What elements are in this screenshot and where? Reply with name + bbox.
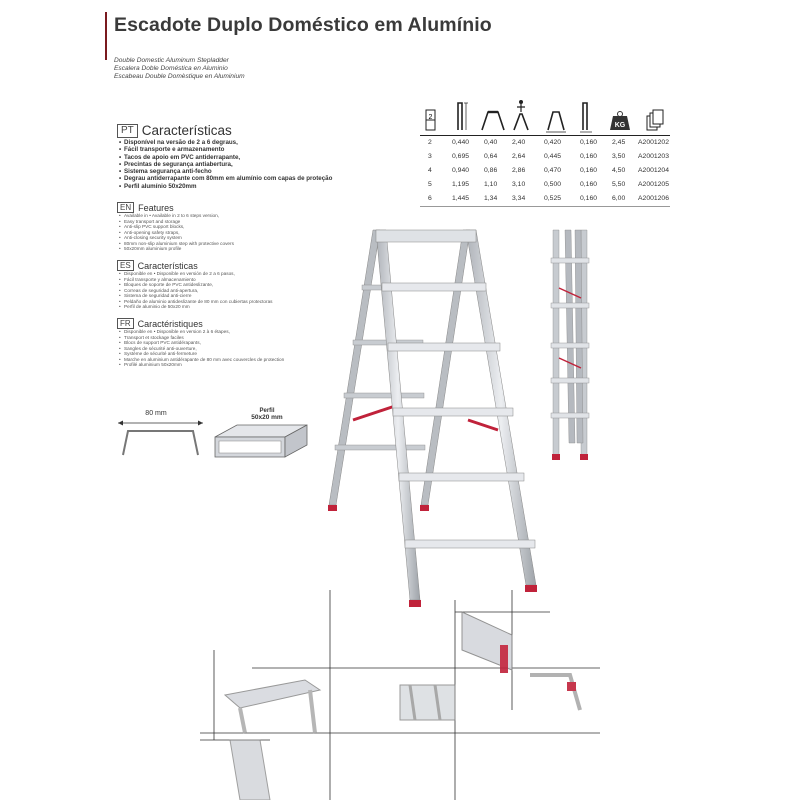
- section-title: Features: [138, 202, 174, 213]
- list-item: • Anti-slip PVC support blocks,: [119, 224, 234, 230]
- title-accent-rule: [105, 12, 107, 60]
- page-title: Escadote Duplo Doméstico em Alumínio: [114, 14, 492, 36]
- table-row: [420, 137, 670, 151]
- cell-base-width: 0,420: [544, 139, 562, 146]
- detail-leg: [230, 740, 270, 800]
- height-icon: [458, 103, 468, 130]
- list-item: • Anti-closing security system: [119, 235, 234, 241]
- profile-label-1: Perfil: [259, 408, 275, 414]
- cell-weight: 3,50: [612, 153, 626, 160]
- cell-working-height: 3,34: [512, 195, 526, 202]
- feature-list-pt: [119, 139, 332, 190]
- cell-working-height: 2,86: [512, 167, 526, 174]
- feature-list-fr: [119, 329, 284, 368]
- cell-folded-depth: 0,160: [580, 139, 598, 146]
- list-item: • Disponível na versão de 2 a 6 degraus,: [119, 139, 332, 146]
- weight-icon: [610, 112, 630, 131]
- working-height-icon: [514, 100, 528, 130]
- cell-open-width: 1,10: [484, 181, 498, 188]
- cell-height: 0,695: [452, 153, 470, 160]
- table-row: [420, 179, 670, 193]
- cell-reference: A2001202: [638, 139, 669, 146]
- subtitle-en: Double Domestic Aluminum Stepladder: [114, 57, 229, 64]
- list-item: • Perfil alumínio 50x20mm: [119, 183, 332, 190]
- list-item: • Fácil transporte e armazenamento: [119, 146, 332, 153]
- reference-icon: [647, 110, 663, 130]
- cell-base-width: 0,500: [544, 181, 562, 188]
- section-header-pt: [117, 123, 232, 138]
- cell-height: 0,940: [452, 167, 470, 174]
- detail-top-cap: [225, 680, 320, 733]
- list-item: • 50x20mm aluminium profile: [119, 246, 234, 252]
- cell-steps: 6: [428, 195, 432, 202]
- cell-steps: 2: [428, 139, 432, 146]
- list-item: • Bloques de soporte de PVC antideslizante,: [119, 282, 273, 288]
- table-row: [420, 151, 670, 165]
- language-code-badge: FR: [117, 318, 134, 329]
- list-item: • Correas de seguridad anti-apertura,: [119, 288, 273, 294]
- detail-hinge: [400, 685, 455, 720]
- cell-steps: 4: [428, 167, 432, 174]
- step-width-label: 80 mm: [145, 410, 167, 417]
- detail-photo-collage: [200, 590, 600, 800]
- cell-reference: A2001204: [638, 167, 669, 174]
- language-code-badge: EN: [117, 202, 134, 213]
- steps-count-icon: [426, 110, 435, 130]
- profile-label-2: 50x20 mm: [251, 414, 283, 421]
- cell-weight: 2,45: [612, 139, 626, 146]
- cell-height: 1,445: [452, 195, 470, 202]
- list-item: • Sistema de seguridad anti-cierre: [119, 293, 273, 299]
- tube-profile: [215, 408, 307, 457]
- list-item: • Precintas de segurança antiabertura,: [119, 161, 332, 168]
- list-item: • Sangles de sécurité anti-ouverture,: [119, 346, 284, 352]
- spec-icon-row: [420, 98, 670, 136]
- cell-folded-depth: 0,160: [580, 195, 598, 202]
- language-code-badge: ES: [117, 260, 134, 271]
- list-item: • Tacos de apoio em PVC antiderrapante,: [119, 154, 332, 161]
- spec-table-rule: [420, 135, 670, 136]
- profile-diagram: [115, 405, 315, 465]
- list-item: • Perfil de aluminio de 50x20 mm: [119, 304, 273, 310]
- cell-open-width: 0,64: [484, 153, 498, 160]
- cell-weight: 4,50: [612, 167, 626, 174]
- cell-base-width: 0,445: [544, 153, 562, 160]
- base-width-icon: [546, 112, 566, 132]
- section-header-fr: [117, 318, 203, 329]
- list-item: • Transport et stockage faciles: [119, 335, 284, 341]
- cell-reference: A2001205: [638, 181, 669, 188]
- cell-folded-depth: 0,160: [580, 167, 598, 174]
- list-item: • 80mm non-slip aluminium step with protective covers: [119, 241, 234, 247]
- list-item: • Système de sécurité anti-fermeture: [119, 351, 284, 357]
- subtitle-fr: Escabeau Double Domèstique en Aluminium: [114, 73, 245, 80]
- cell-working-height: 2,40: [512, 139, 526, 146]
- steps-count-icon-label: 2: [428, 114, 433, 121]
- cell-open-width: 1,34: [484, 195, 498, 202]
- section-header-es: [117, 260, 198, 271]
- cell-base-width: 0,525: [544, 195, 562, 202]
- section-title: Caractéristiques: [137, 318, 203, 329]
- list-item: • Disponible en • Disponible en version 2 à 6 étapes,: [119, 329, 284, 335]
- cell-steps: 3: [428, 153, 432, 160]
- cell-steps: 5: [428, 181, 432, 188]
- cell-open-width: 0,40: [484, 139, 498, 146]
- list-item: • Disponible en • Disponible en versión de 2 a 6 pasos,: [119, 271, 273, 277]
- cell-open-width: 0,86: [484, 167, 498, 174]
- table-row: [420, 193, 670, 207]
- section-title: Características: [137, 260, 198, 271]
- detail-step-foot: [462, 612, 580, 710]
- list-item: • Sistema segurança anti-fecho: [119, 168, 332, 175]
- list-item: • Anti-opening safety straps,: [119, 230, 234, 236]
- folded-depth-icon: [580, 103, 592, 132]
- cell-working-height: 3,10: [512, 181, 526, 188]
- step-width-dimension: [118, 410, 203, 426]
- cell-weight: 5,50: [612, 181, 626, 188]
- language-code-badge: PT: [117, 124, 138, 138]
- list-item: • Peldaño de aluminio antideslizante de 80 mm con cubiertas protectoras: [119, 299, 273, 305]
- subtitle-es: Escalera Doble Doméstica en Aluminio: [114, 65, 228, 72]
- stepladder-front-image: [318, 225, 548, 610]
- cell-folded-depth: 0,160: [580, 153, 598, 160]
- list-item: • Blocs de support PVC antidérapants,: [119, 340, 284, 346]
- open-width-icon: [482, 112, 504, 130]
- section-header-en: [117, 202, 174, 213]
- weight-icon-label: KG: [614, 122, 626, 129]
- cell-reference: A2001203: [638, 153, 669, 160]
- feature-list-en: [119, 213, 234, 252]
- section-title: Características: [141, 123, 232, 138]
- cell-reference: A2001206: [638, 195, 669, 202]
- cell-folded-depth: 0,160: [580, 181, 598, 188]
- list-item: • Marche en aluminium antidérapante de 80 mm avec couvercles de protection: [119, 357, 284, 363]
- cell-height: 0,440: [452, 139, 470, 146]
- cell-base-width: 0,470: [544, 167, 562, 174]
- list-item: • Fácil transporte y almacenamiento: [119, 277, 273, 283]
- subtitle-block: [114, 57, 245, 81]
- list-item: • Easy transport and storage: [119, 219, 234, 225]
- stepladder-side-image: [545, 228, 605, 463]
- cell-working-height: 2,64: [512, 153, 526, 160]
- list-item: • Degrau antiderrapante com 80mm em alumínio com capas de proteção: [119, 175, 332, 182]
- list-item: • Profilé aluminium 50x20mm: [119, 362, 284, 368]
- list-item: • Available in • Available in 2 to 6 steps version,: [119, 213, 234, 219]
- cell-height: 1,195: [452, 181, 470, 188]
- cell-weight: 6,00: [612, 195, 626, 202]
- table-row: [420, 165, 670, 179]
- feature-list-es: [119, 271, 273, 310]
- step-profile-shape: [123, 431, 198, 455]
